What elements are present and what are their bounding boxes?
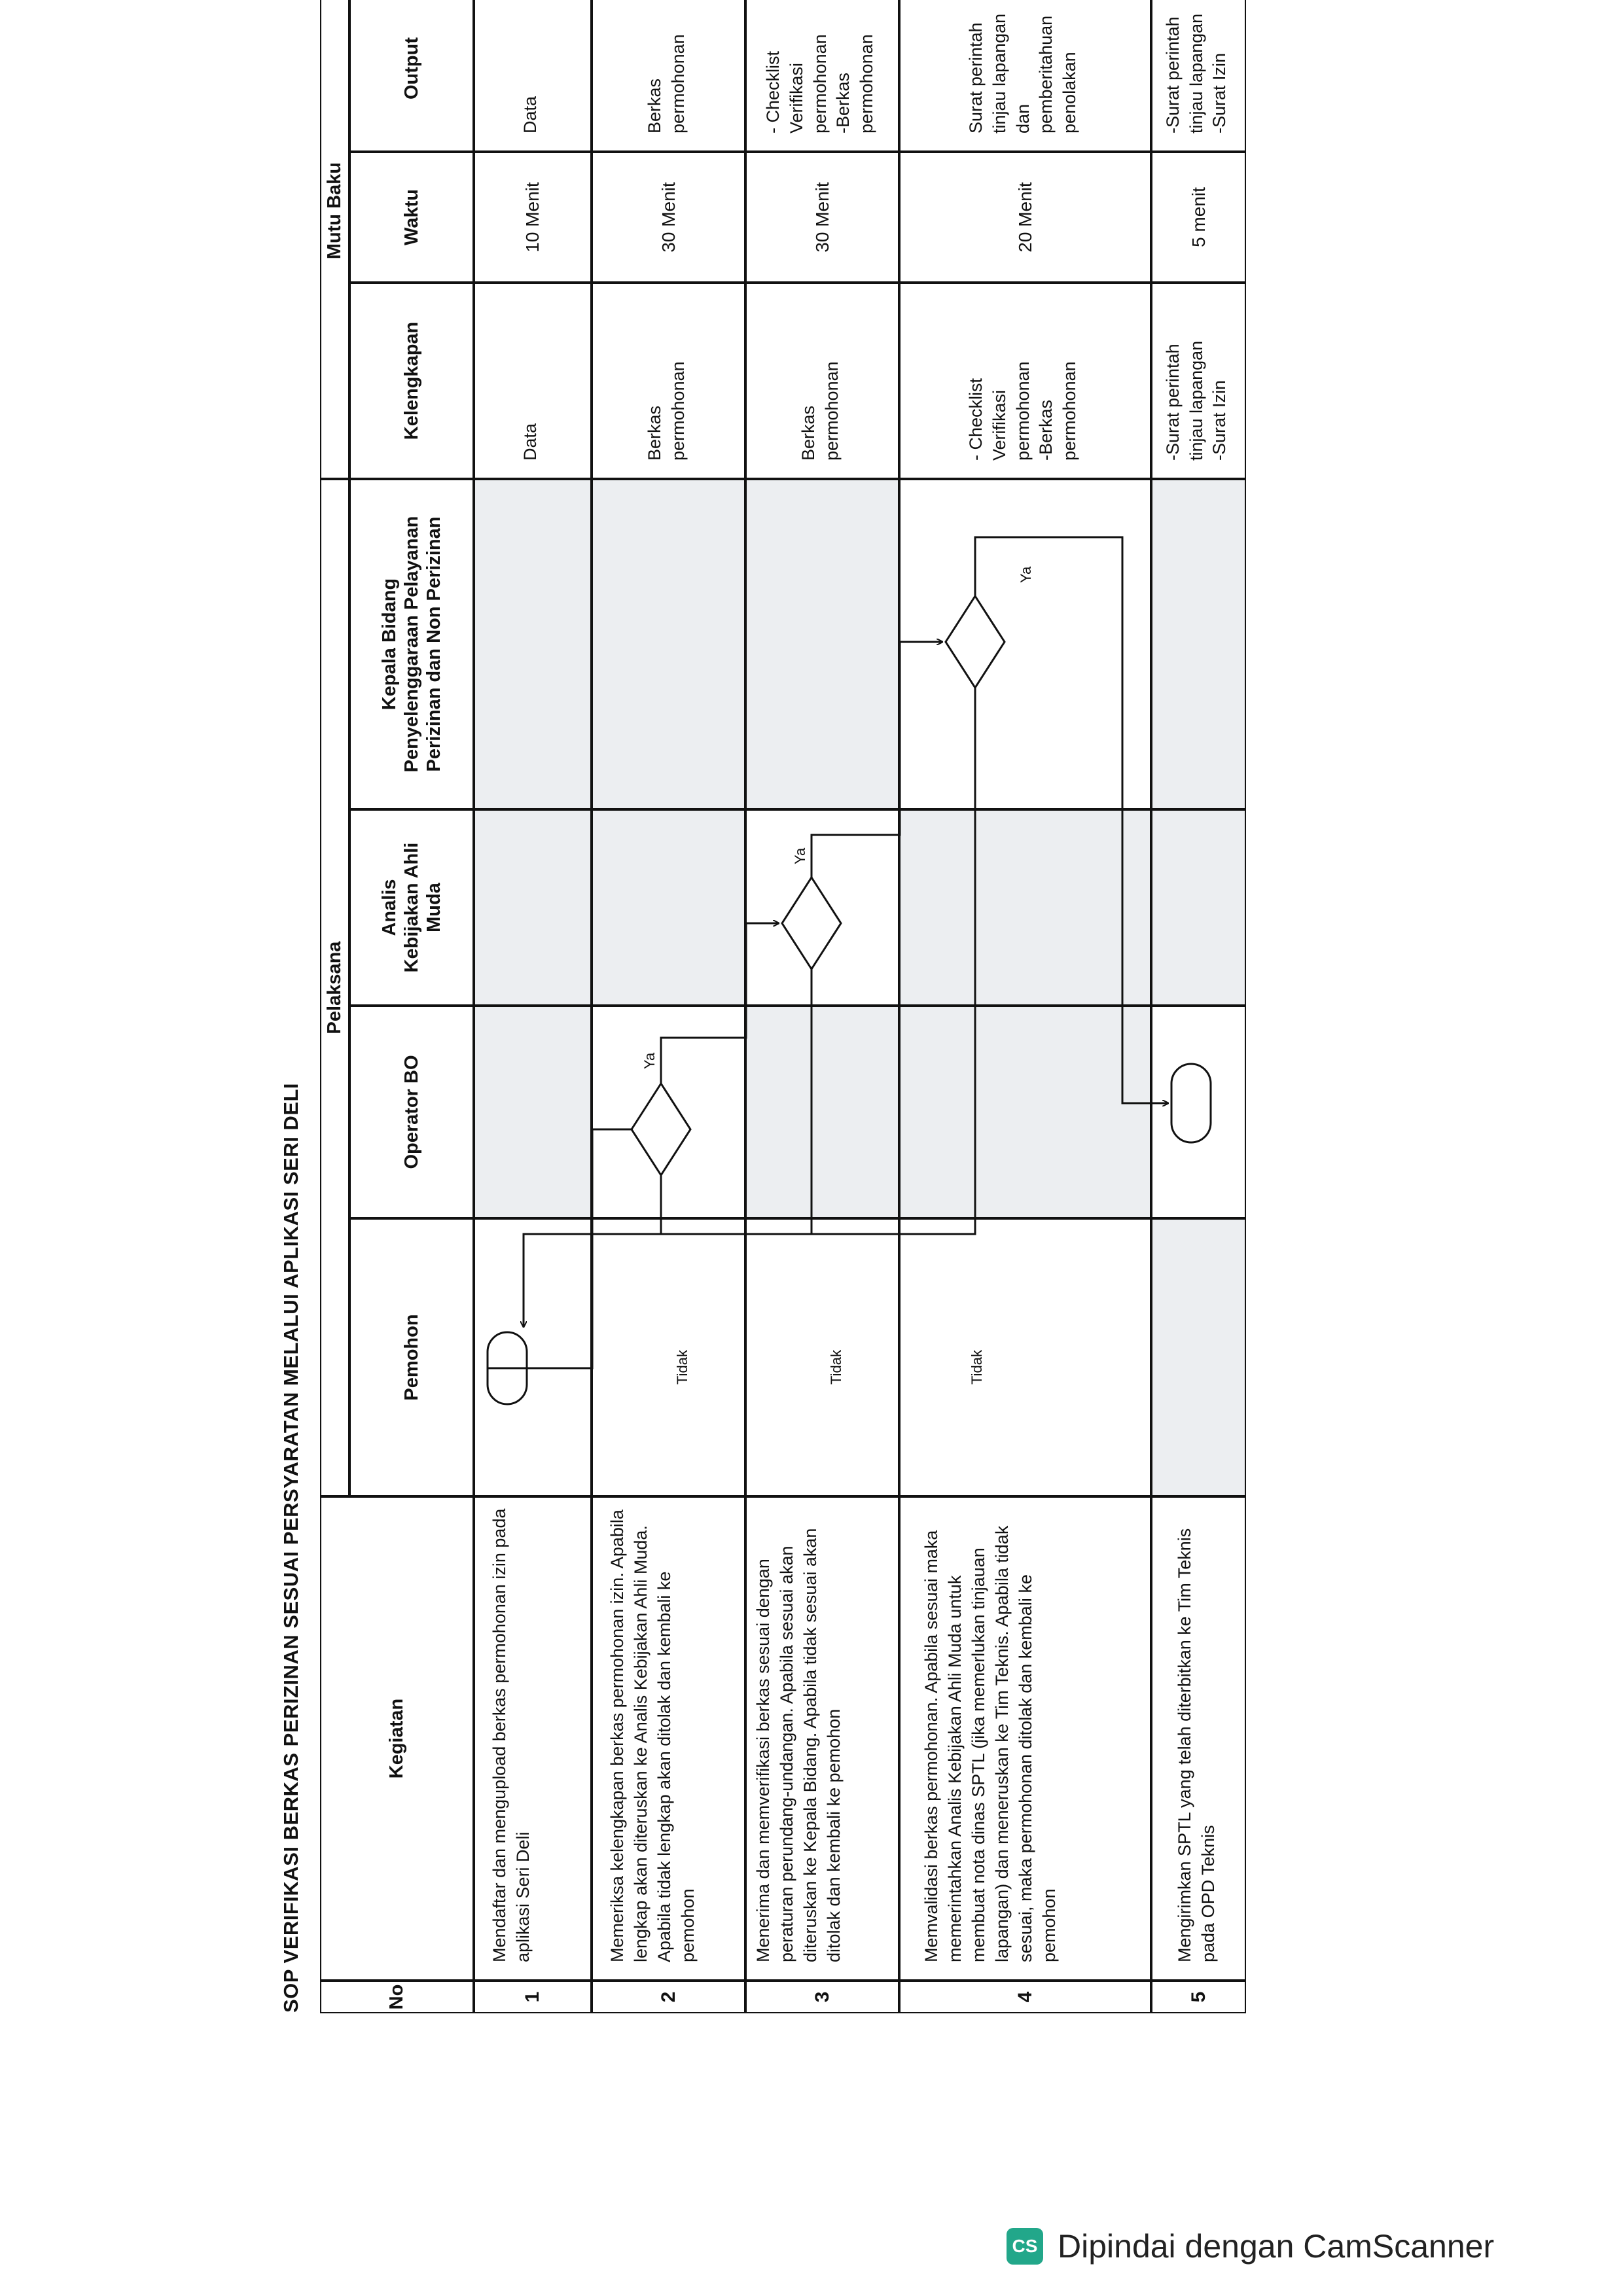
row-2-pemohon (592, 1218, 745, 1496)
row-3-kelengkapan: Berkas permohonan (745, 283, 899, 479)
header-pemohon: Pemohon (349, 1218, 474, 1496)
row-4-no: 4 (899, 1981, 1151, 2013)
row-1-analis (474, 809, 592, 1006)
row-4-kepala (899, 479, 1151, 809)
label-ya-operator: Ya (641, 1052, 658, 1069)
row-5-kelengkapan: -Surat perintah tinjau lapangan -Surat Izin (1151, 283, 1246, 479)
row-2-kelengkapan: Berkas permohonan (592, 283, 745, 479)
row-3-no: 3 (745, 1981, 899, 2013)
header-analis-kebijakan: Analis Kebijakan Ahli Muda (349, 809, 474, 1006)
row-3-kepala (745, 479, 899, 809)
row-2-waktu: 30 Menit (592, 152, 745, 283)
row-1-pemohon (474, 1218, 592, 1496)
row-5-output: -Surat perintah tinjau lapangan -Surat Izin (1151, 0, 1246, 152)
row-1-kepala (474, 479, 592, 809)
row-1-kelengkapan: Data (474, 283, 592, 479)
row-5-analis (1151, 809, 1246, 1006)
row-5-kepala (1151, 479, 1246, 809)
row-1-no: 1 (474, 1981, 592, 2013)
label-tidak-row4: Tidak (969, 1350, 985, 1385)
row-4-output: Surat perintah tinjau lapangan dan pemberitahuan penolakan (899, 0, 1151, 152)
row-3-kegiatan: Menerima dan memverifikasi berkas sesuai dengan peraturan perundang-undangan. Apabila sesuai akan diteruskan ke Kepala Bidang. Apabila tidak sesuai akan ditolak dan kembali ke pemohon (745, 1496, 899, 1981)
camscanner-text: Dipindai dengan CamScanner (1058, 2228, 1495, 2265)
header-kegiatan: Kegiatan (320, 1496, 474, 1981)
row-4-kelengkapan: - Checklist Verifikasi permohonan -Berkas permohonan (899, 283, 1151, 479)
label-ya-analis: Ya (792, 847, 808, 864)
header-output: Output (349, 0, 474, 152)
row-5-kegiatan: Mengirimkan SPTL yang telah diterbitkan ke Tim Teknis pada OPD Teknis (1151, 1496, 1246, 1981)
row-4-waktu: 20 Menit (899, 152, 1151, 283)
row-5-pemohon (1151, 1218, 1246, 1496)
camscanner-logo-icon: CS (1007, 2228, 1043, 2265)
header-operator-bo: Operator BO (349, 1006, 474, 1218)
label-ya-kepala: Ya (1018, 566, 1034, 583)
header-kelengkapan: Kelengkapan (349, 283, 474, 479)
row-2-kegiatan: Memeriksa kelengkapan berkas permohonan izin. Apabila lengkap akan diteruskan ke Analis Kebijakan Ahli Muda. Apabila tidak lengkap akan ditolak dan kembali ke pemohon (592, 1496, 745, 1981)
row-2-operator-bo (592, 1006, 745, 1218)
row-1-output: Data (474, 0, 592, 152)
row-4-pemohon (899, 1218, 1151, 1496)
header-kepala-bidang: Kepala Bidang Penyelenggaraan Pelayanan Perizinan dan Non Perizinan (349, 479, 474, 809)
row-3-pemohon (745, 1218, 899, 1496)
row-2-kepala (592, 479, 745, 809)
row-3-analis (745, 809, 899, 1006)
rotated-document (272, 13, 1247, 2013)
row-5-waktu: 5 menit (1151, 152, 1246, 283)
sop-table (321, 13, 1247, 2013)
row-5-operator-bo (1151, 1006, 1246, 1218)
row-5-no: 5 (1151, 1981, 1246, 2013)
row-1-operator-bo (474, 1006, 592, 1218)
row-2-output: Berkas permohonan (592, 0, 745, 152)
row-2-analis (592, 809, 745, 1006)
row-3-operator-bo (745, 1006, 899, 1218)
header-waktu: Waktu (349, 152, 474, 283)
row-1-kegiatan: Mendaftar dan mengupload berkas permohonan izin pada aplikasi Seri Deli (474, 1496, 592, 1981)
row-3-waktu: 30 Menit (745, 152, 899, 283)
label-tidak-row2: Tidak (674, 1350, 690, 1385)
row-2-no: 2 (592, 1981, 745, 2013)
row-1-waktu: 10 Menit (474, 152, 592, 283)
camscanner-footer (1007, 2217, 1494, 2276)
row-4-analis (899, 809, 1151, 1006)
row-4-operator-bo (899, 1006, 1151, 1218)
document-title: SOP VERIFIKASI BERKAS PERIZINAN SESUAI PERSYARATAN MELALUI APLIKASI SERI DELI (279, 1082, 302, 2013)
label-tidak-row3: Tidak (828, 1350, 844, 1385)
row-4-kegiatan: Memvalidasi berkas permohonan. Apabila sesuai maka memerintahkan Analis Kebijakan Ahli Muda untuk membuat nota dinas SPTL (jika memerlukan tinjauan lapangan) dan meneruskan ke Tim Teknis. Apabila tidak sesuai, maka permohonan ditolak dan kembali ke pemohon (899, 1496, 1151, 1981)
header-mutu-baku: Mutu Baku (320, 0, 349, 479)
row-3-output: - Checklist Verifikasi permohonan -Berkas permohonan (745, 0, 899, 152)
header-no: No (320, 1981, 474, 2013)
header-pelaksana: Pelaksana (320, 479, 349, 1496)
